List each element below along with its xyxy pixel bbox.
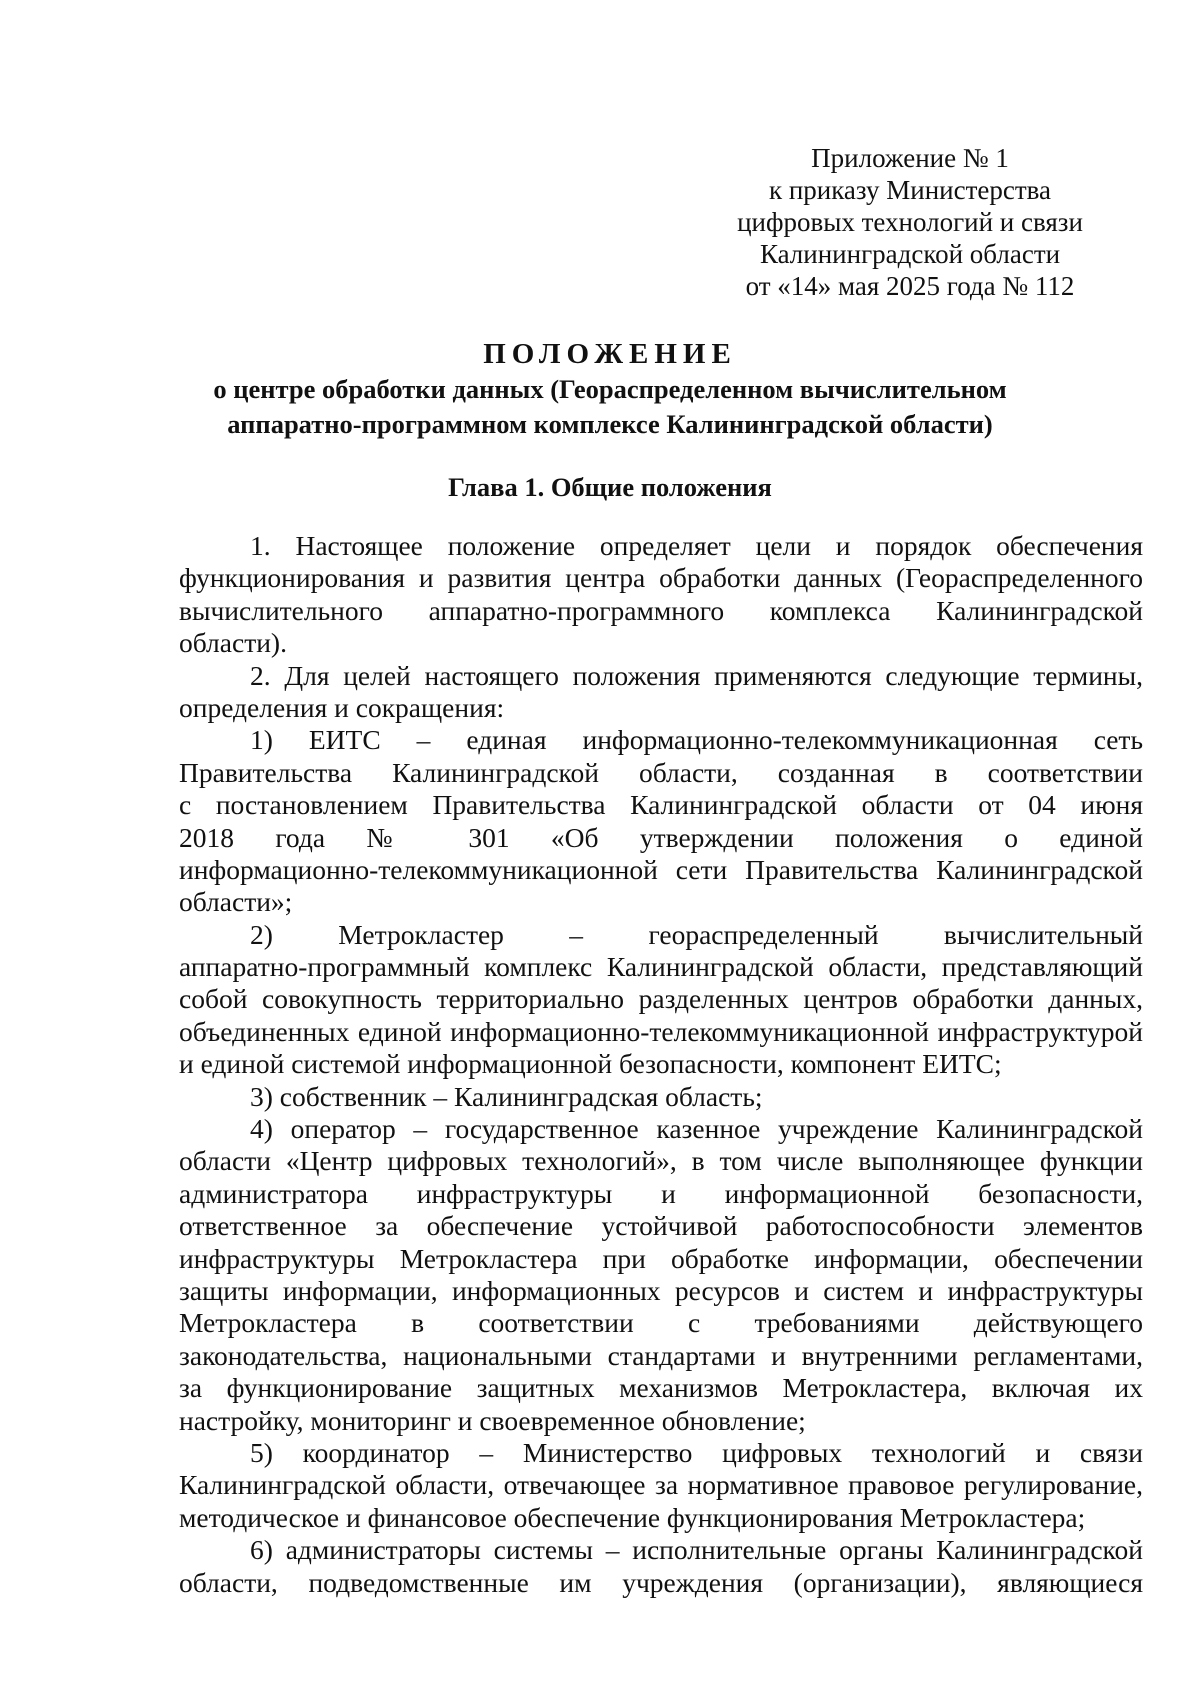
body-line: за функционирование защитных механизмов Метрокластера, включая их — [179, 1372, 1143, 1404]
body-line: функционирования и развития центра обработки данных (Геораспределенного — [179, 562, 1143, 594]
appendix-line: к приказу Министерства — [768, 175, 1052, 205]
body-line: 2) Метрокластер – геораспределенный вычислительный — [250, 918, 1143, 950]
body-line: Калининградской области, отвечающее за нормативное правовое регулирование, — [179, 1469, 1143, 1501]
body-line: области). — [179, 627, 287, 659]
body-line: инфраструктуры Метрокластера при обработке информации, обеспечении — [179, 1242, 1143, 1274]
body-line: настройку, мониторинг и своевременное обновление; — [179, 1404, 806, 1436]
appendix-line: Калининградской области — [759, 239, 1061, 269]
body-line: 5) координатор – Министерство цифровых технологий и связи — [250, 1436, 1143, 1468]
body-line: области, подведомственные им учреждения (организации), являющиеся — [179, 1566, 1143, 1598]
appendix-block — [700, 142, 1120, 302]
body-line: 3) собственник – Калининградская область; — [250, 1080, 763, 1112]
appendix-line: цифровых технологий и связи — [737, 207, 1083, 237]
body-line: 4) оператор – государственное казенное учреждение Калининградской — [250, 1113, 1143, 1145]
subtitle-line: о центре обработки данных (Геораспределенном вычислительном — [213, 374, 1007, 404]
appendix-line: от «14» мая 2025 года № 112 — [745, 271, 1075, 301]
body-line: Правительства Калининградской области, созданная в соответствии — [179, 756, 1143, 788]
body-line: 2. Для целей настоящего положения применяются следующие термины, — [250, 659, 1143, 691]
body-line: определения и сокращения: — [179, 691, 505, 723]
body-line: методическое и финансовое обеспечение функционирования Метрокластера; — [179, 1501, 1086, 1533]
subtitle-line: аппаратно-программном комплексе Калининградской области) — [227, 409, 993, 439]
body-line: 1. Настоящее положение определяет цели и порядок обеспечения — [250, 530, 1143, 561]
body-line: области»; — [179, 886, 293, 918]
body-line: 6) администраторы системы – исполнительные органы Калининградской — [250, 1534, 1143, 1566]
body-line: и единой системой информационной безопасности, компонент ЕИТС; — [179, 1048, 1002, 1080]
body-line: законодательства, национальными стандартами и внутренними регламентами, — [179, 1339, 1143, 1371]
body-line: защиты информации, информационных ресурсов и систем и инфраструктуры — [179, 1274, 1143, 1306]
body-line: объединенных единой информационно-телекоммуникационной инфраструктурой — [179, 1015, 1143, 1047]
body-line: с постановлением Правительства Калининградской области от 04 июня — [179, 789, 1143, 821]
body-line: собой совокупность территориально разделенных центров обработки данных, — [179, 983, 1143, 1015]
body-line: 2018 года № 301 «Об утверждении положения о единой — [179, 821, 1143, 853]
body-line: аппаратно-программный комплекс Калининградской области, представляющий — [179, 951, 1143, 983]
chapter-heading: Глава 1. Общие положения — [448, 472, 772, 502]
body-line: администратора инфраструктуры и информационной безопасности, — [179, 1177, 1143, 1209]
body-line: Метрокластера в соответствии с требованиями действующего — [179, 1307, 1143, 1339]
document-title: ПОЛОЖЕНИЕ — [483, 338, 737, 370]
body-line: ответственное за обеспечение устойчивой работоспособности элементов — [179, 1210, 1143, 1242]
body-text — [179, 530, 1143, 1599]
body-line: информационно-телекоммуникационной сети Правительства Калининградской — [179, 853, 1143, 885]
body-line: области «Центр цифровых технологий», в том числе выполняющее функции — [179, 1145, 1143, 1177]
body-line: 1) ЕИТС – единая информационно-телекоммуникационная сеть — [250, 724, 1143, 756]
appendix-line: Приложение № 1 — [811, 143, 1009, 173]
body-line: вычислительного аппаратно-программного комплекса Калининградской — [179, 594, 1143, 626]
document-subtitle — [150, 372, 1070, 442]
